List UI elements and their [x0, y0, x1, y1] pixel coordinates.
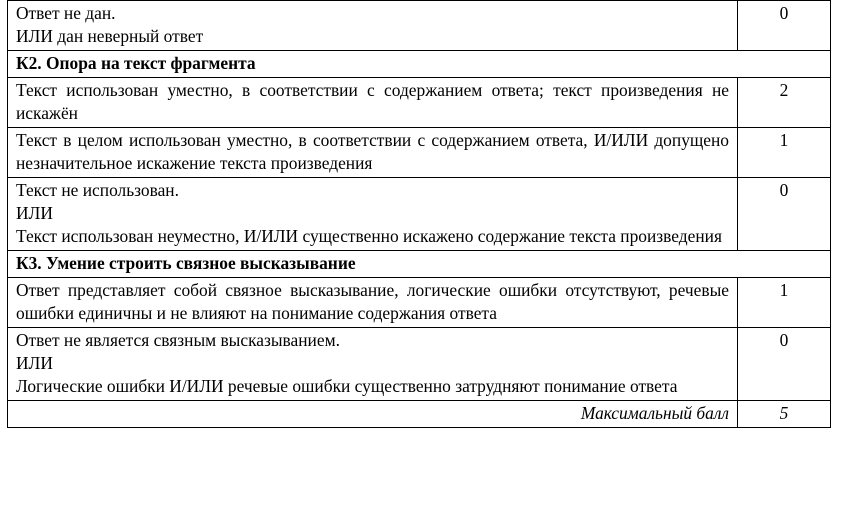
score-cell: 0 — [738, 1, 831, 51]
criterion-description: Текст в целом использован уместно, в соответствии с содержанием ответа, И/ИЛИ допущено незначительное искажение текста произведения — [8, 128, 738, 178]
table-row — [8, 1, 831, 51]
description-line: Текст не использован. — [16, 180, 179, 200]
description-line: Логические ошибки И/ИЛИ речевые ошибки существенно затрудняют понимание ответа — [16, 376, 678, 396]
assessment-criteria-table — [7, 0, 831, 428]
max-score-label: Максимальный балл — [8, 401, 738, 428]
score-cell: 1 — [738, 278, 831, 328]
description-line: ИЛИ — [16, 203, 53, 223]
section-header-k3: К3. Умение строить связное высказывание — [8, 251, 831, 278]
description-line: Ответ не дан. — [16, 3, 116, 23]
table-row — [8, 328, 831, 401]
criterion-description — [8, 1, 738, 51]
criterion-description: Текст использован уместно, в соответствии с содержанием ответа; текст произведения не искажён — [8, 78, 738, 128]
score-cell: 0 — [738, 178, 831, 251]
score-cell: 1 — [738, 128, 831, 178]
score-cell: 2 — [738, 78, 831, 128]
table-row — [8, 128, 831, 178]
criterion-description — [8, 178, 738, 251]
max-score-value: 5 — [738, 401, 831, 428]
table-row — [8, 278, 831, 328]
max-score-row — [8, 401, 831, 428]
table-row — [8, 178, 831, 251]
criterion-description — [8, 328, 738, 401]
description-line: ИЛИ — [16, 353, 53, 373]
section-header-row — [8, 51, 831, 78]
table-row — [8, 78, 831, 128]
score-cell: 0 — [738, 328, 831, 401]
criterion-description: Ответ представляет собой связное высказывание, логические ошибки отсутствуют, речевые ошибки единичны и не влияют на понимание содержания ответа — [8, 278, 738, 328]
section-header-row — [8, 251, 831, 278]
description-line: Текст использован неуместно, И/ИЛИ существенно искажено содержание текста произведения — [16, 226, 722, 246]
description-line: ИЛИ дан неверный ответ — [16, 26, 204, 46]
description-line: Ответ не является связным высказыванием. — [16, 330, 340, 350]
section-header-k2: К2. Опора на текст фрагмента — [8, 51, 831, 78]
